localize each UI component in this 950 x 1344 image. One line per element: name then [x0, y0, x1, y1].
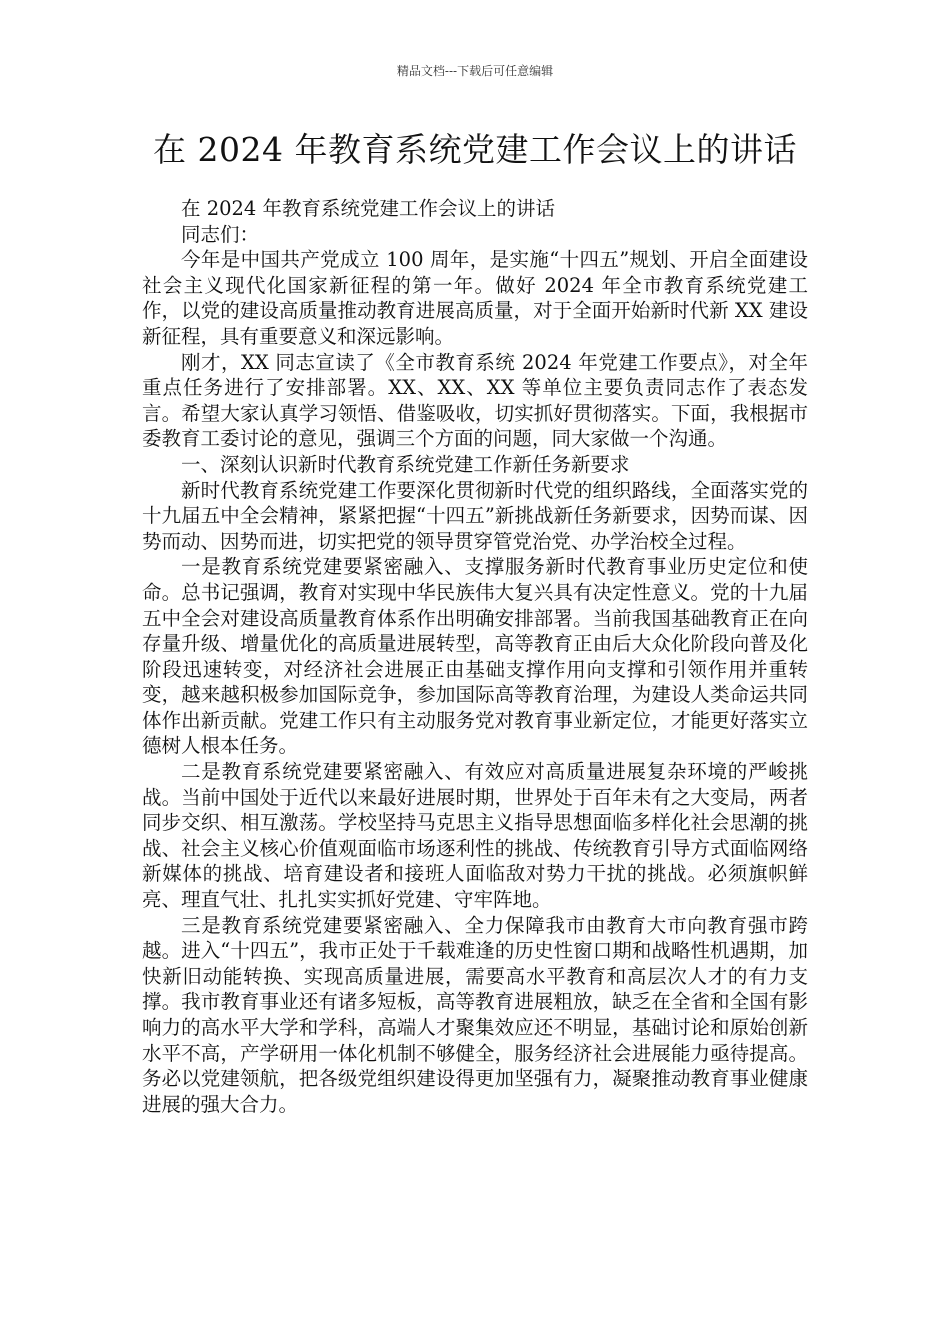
section-heading: 一、深刻认识新时代教育系统党建工作新任务新要求: [181, 452, 630, 476]
subtitle-paragraph: 在 2024 年教育系统党建工作会议上的讲话: [181, 197, 556, 220]
body-paragraph: 新时代教育系统党建工作要深化贯彻新时代党的组织路线，全面落实党的十九届五中全会精神，紧紧把握“十四五”新挑战新任务新要求，因势而谋、因势而动、因势而进，切实把党的领导贯穿管党治党、办学治校全过程。: [142, 478, 808, 553]
body-paragraph: 一是教育系统党建要紧密融入、支撑服务新时代教育事业历史定位和使命。总书记强调，教育对实现中华民族伟大复兴具有决定性意义。党的十九届五中全会对建设高质量教育体系作出明确安排部署。当前我国基础教育正在向存量升级、增量优化的高质量进展转型，高等教育正由后大众化阶段向普及化阶段迅速转变，对经济社会进展正由基础支撑作用向支撑和引领作用并重转变，越来越积极参加国际竞争，参加国际高等教育治理，为建设人类命运共同体作出新贡献。党建工作只有主动服务党对教育事业新定位，才能更好落实立德树人根本任务。: [142, 555, 808, 758]
body-paragraph: 三是教育系统党建要紧密融入、全力保障我市由教育大市向教育强市跨越。进入“十四五”，我市正处于千载难逢的历史性窗口期和战略性机遇期，加快新旧动能转换、实现高质量进展，需要高水平教育和高层次人才的有力支撑。我市教育事业还有诸多短板，高等教育进展粗放，缺乏在全省和全国有影响力的高水平大学和学科，高端人才聚集效应还不明显，基础讨论和原始创新水平不高，产学研用一体化机制不够健全，服务经济社会进展能力亟待提高。务必以党建领航，把各级党组织建设得更加坚强有力，凝聚推动教育事业健康进展的强大合力。: [142, 913, 808, 1116]
salutation: 同志们：: [181, 222, 260, 246]
body-paragraph: 今年是中国共产党成立 100 周年，是实施“十四五”规划、开启全面建设社会主义现代化国家新征程的第一年。做好 2024 年全市教育系统党建工作，以党的建设高质量推动教育进展高质量，对于全面开始新时代新 XX 建设新征程，具有重要意义和深远影响。: [142, 248, 808, 348]
body-paragraph: 二是教育系统党建要紧密融入、有效应对高质量进展复杂环境的严峻挑战。当前中国处于近代以来最好进展时期，世界处于百年未有之大变局，两者同步交织、相互激荡。学校坚持马克思主义指导思想面临多样化社会思潮的挑战、社会主义核心价值观面临市场逐利性的挑战、传统教育引导方式面临网络新媒体的挑战、培育建设者和接班人面临敌对势力干扰的挑战。必须旗帜鲜亮、理直气壮、扎扎实实抓好党建、守牢阵地。: [142, 760, 808, 912]
document-title: 在 2024 年教育系统党建工作会议上的讲话: [153, 130, 797, 169]
document-body: [142, 196, 808, 1117]
body-paragraph: 刚才，XX 同志宣读了《全市教育系统 2024 年党建工作要点》，对全年重点任务进行了安排部署。XX、XX、XX 等单位主要负责同志作了表态发言。希望大家认真学习领悟、借鉴吸收，切实抓好贯彻落实。下面，我根据市委教育工委讨论的意见，强调三个方面的问题，同大家做一个沟通。: [142, 350, 808, 451]
page-header: 精品文档---下载后可任意编辑: [396, 64, 554, 78]
